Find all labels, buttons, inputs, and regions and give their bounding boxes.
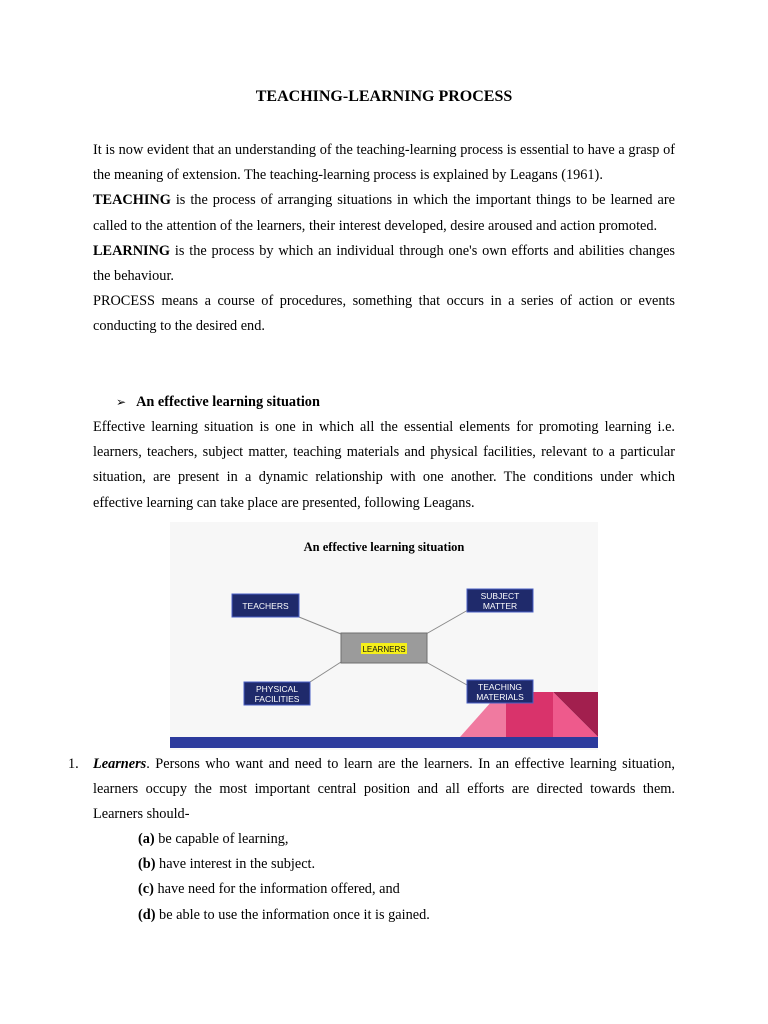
teaching-materials-line1: TEACHING: [478, 682, 522, 692]
connector-teachers: [299, 617, 341, 634]
connector-subject: [426, 610, 468, 634]
connector-teaching: [426, 662, 467, 685]
blue-baseline-bar: [170, 737, 598, 748]
requirement-d-label: (d): [138, 906, 156, 923]
teaching-term: TEACHING: [93, 192, 171, 209]
learners-description: . Persons who want and need to learn are the learners. In an effective learning situation, learners occupy the most important central position and all efforts are directed towards them. Learners should-: [93, 756, 675, 823]
requirement-c-text: have need for the information offered, and: [153, 881, 400, 898]
learners-term: Learners: [93, 756, 147, 772]
intro-section: [93, 138, 675, 340]
teachers-label: TEACHERS: [242, 601, 289, 611]
learners-label: LEARNERS: [362, 645, 406, 654]
teaching-materials-line2: MATERIALS: [476, 692, 524, 702]
requirement-d-text: be able to use the information once it is gained.: [155, 906, 430, 923]
learning-term: LEARNING: [93, 242, 171, 259]
learning-situation-diagram: [170, 522, 598, 750]
diagram-title: An effective learning situation: [303, 540, 465, 554]
requirement-b-label: (b): [138, 856, 156, 873]
list-item-text: [93, 752, 675, 828]
process-definition: PROCESS means a course of procedures, something that occurs in a series of action or events conducting to the desired end.: [93, 293, 675, 335]
learning-definition: [93, 239, 675, 289]
physical-facilities-line1: PHYSICAL: [255, 684, 299, 694]
bullet-heading-text: An effective learning situation: [136, 394, 320, 410]
teaching-definition: [93, 188, 675, 238]
effective-paragraph: Effective learning situation is one in which all the essential elements for promoting learning i.e. learners, teachers, subject matter, teaching materials and physical facilities, relevant to a particular situation, are present in a dynamic relationship with one another. The conditions under which effective learning can take place are presented, following Leagans.: [93, 419, 675, 511]
connector-physical: [310, 662, 341, 682]
physical-facilities-line2: FACILITIES: [254, 694, 300, 704]
effective-section: [93, 415, 675, 516]
teaching-text: is the process of arranging situations in which the important things to be learned are called to the attention of the learners, their interest developed, desire aroused and action promoted.: [93, 192, 675, 234]
intro-paragraph: It is now evident that an understanding of the teaching-learning process is essential to have a grasp of the meaning of extension. The teaching-learning process is explained by Leagans (1961).: [93, 142, 675, 184]
subject-matter-line2: MATTER: [482, 601, 518, 611]
requirement-a-text: be capable of learning,: [154, 831, 289, 847]
requirement-b-text: have interest in the subject.: [155, 856, 316, 873]
requirement-b: [138, 852, 430, 877]
bullet-heading: [116, 390, 320, 415]
page-title: TEACHING-LEARNING PROCESS: [255, 88, 513, 105]
arrow-bullet-icon: ➢: [116, 395, 127, 409]
list-item-learners: [68, 752, 675, 828]
subject-matter-line1: SUBJECT: [480, 591, 520, 601]
diagram-svg: [170, 522, 598, 750]
requirement-d: [138, 903, 430, 928]
requirement-c-label: (c): [138, 881, 154, 898]
requirement-c: [138, 877, 430, 902]
requirement-a: [138, 827, 430, 852]
list-number: 1.: [68, 756, 79, 772]
learning-text: is the process by which an individual through one's own efforts and abilities changes the behaviour.: [93, 242, 675, 285]
learner-requirements-list: [138, 827, 430, 928]
requirement-a-label: (a): [138, 831, 155, 847]
